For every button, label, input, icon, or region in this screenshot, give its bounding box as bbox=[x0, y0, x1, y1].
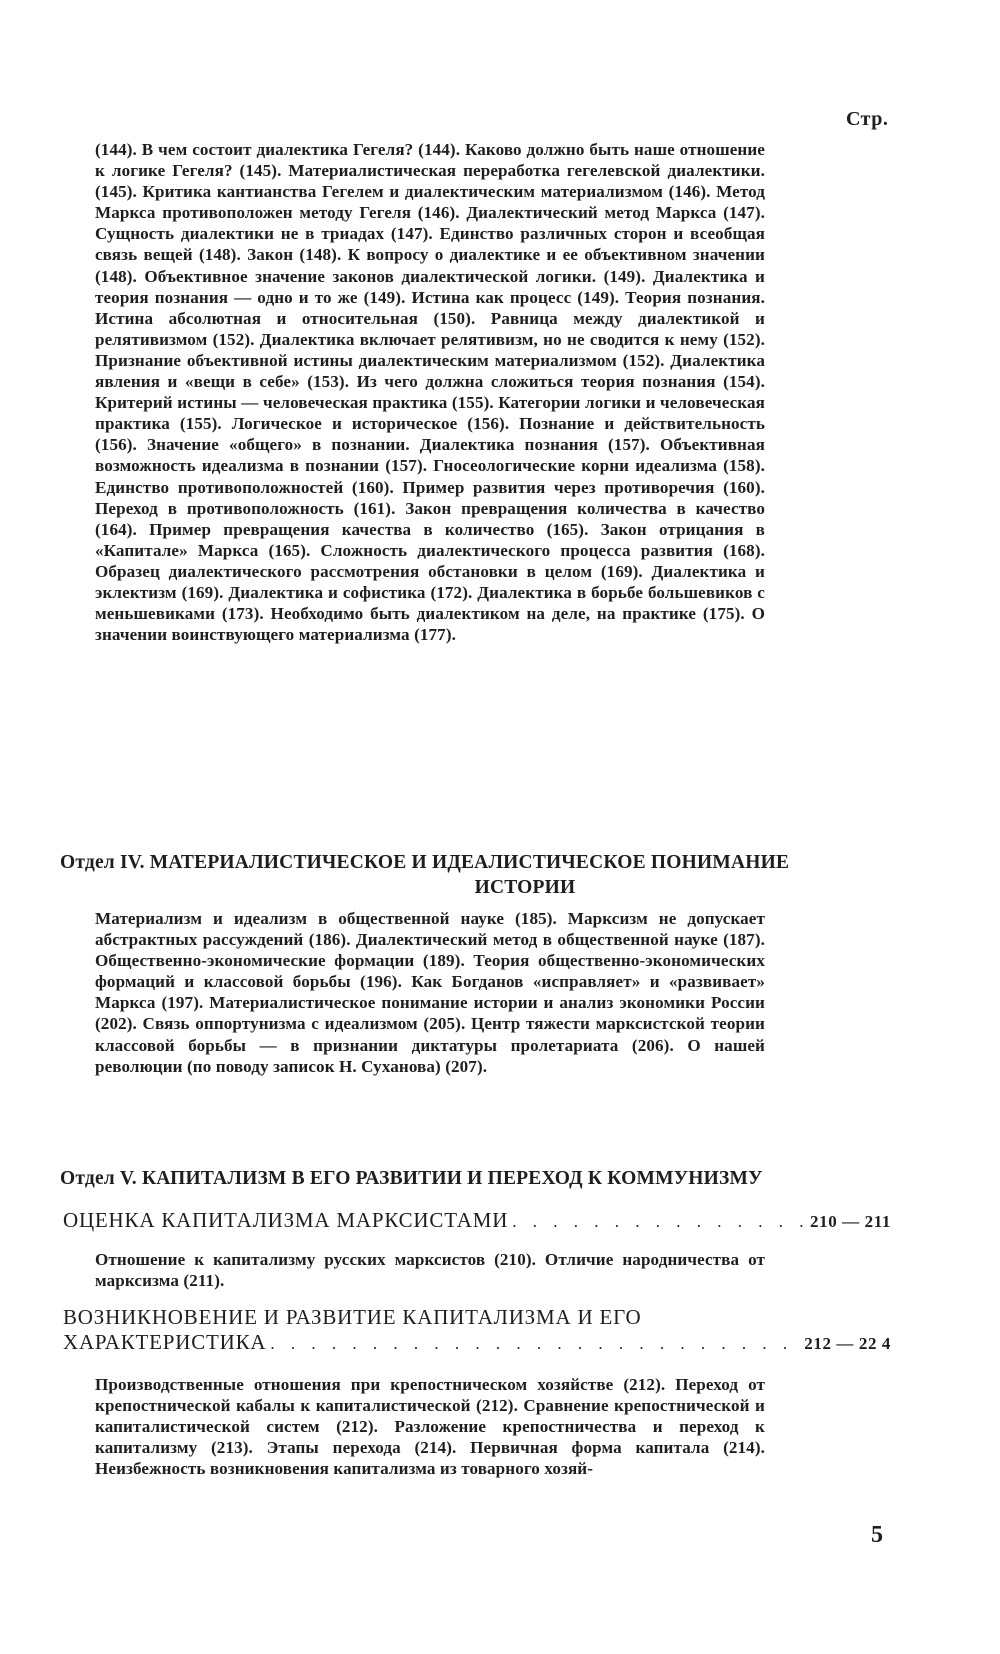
section-iv-title-line2: ИСТОРИИ bbox=[474, 877, 576, 898]
section-iv-title-line1: МАТЕРИАЛИСТИЧЕСКОЕ И ИДЕАЛИСТИЧЕСКОЕ ПОНИМАНИЕ bbox=[149, 852, 790, 873]
toc-entry-description: Отношение к капитализму русских марксистов (210). Отличие народничества от марксизма (211). bbox=[95, 1250, 765, 1291]
dot-leader bbox=[266, 1331, 804, 1356]
toc-entry-capitalism-assessment bbox=[63, 1208, 891, 1234]
section-iv-prefix: Отдел IV. bbox=[60, 852, 145, 873]
toc-entry-title: ОЦЕНКА КАПИТАЛИЗМА МАРКСИСТАМИ bbox=[63, 1208, 509, 1232]
continued-contents-paragraph: (144). В чем состоит диалектика Гегеля? (144). Каково должно быть наше отношение к логике Гегеля? (145). Материалистическая переработка гегелевской диалектики. (145). Критика кантианства Гегелем и диалектическим материализмом (146). Метод Маркса противоположен методу Гегеля (146). Диалектический метод Маркса (147). Сущность диалектики не в триадах (147). Единство различных сторон и всеобщая связь вещей (148). Закон (148). К вопросу о диалектике и ее объективном значении (148). Объективное значение законов диалектической логики. (149). Диалектика и теория познания — одно и то же (149). Истина как процесс (149). Теория познания. Истина абсолютная и относительная (150). Равница между диалектикой и релятивизмом (152). Диалектика включает релятивизм, но не сводится к нему (152). Признание объективной истины диалектическим материализмом (152). Диалектика явления и «вещи в себе» (153). Из чего должна сложиться теория познания (154). Критерий истины — человеческая практика (155). Категории логики и человеческая практика (155). Логическое и историческое (156). Познание и действительность (156). Значение «общего» в познании. Диалектика познания (157). Объективная возможность идеализма в познании (157). Гносеологические корни идеализма (158). Единство противоположностей (160). Пример развития через противоречия (160). Переход в противоположность (161). Закон превращения количества в качество (164). Пример превращения качества в количество (165). Закон отрицания в «Капитале» Маркса (165). Сложность диалектического процесса развития (168). Образец диалектического рассмотрения обстановки в целом (169). Диалектика и эклектизм (169). Диалектика и софистика (172). Диалектика в борьбе большевиков с меньшевиками (173). Необходимо быть диалектиком на деле, на практике (175). О значении воинствующего материализма (177). bbox=[95, 140, 765, 645]
page-column-label: Стр. bbox=[846, 108, 889, 130]
toc-entry-pages: 210 — 211 bbox=[810, 1212, 891, 1231]
toc-entry-description: Производственные отношения при крепостническом хозяйстве (212). Переход от крепостнической кабалы к капиталистической (212). Сравнение крепостнической и капиталистической систем (212). Разложение крепостничества и переход к капитализму (213). Этапы перехода (214). Первичная форма капитала (214). Неизбежность возникновения капитализма из товарного хозяй- bbox=[95, 1375, 765, 1479]
page-number: 5 bbox=[871, 1522, 883, 1548]
toc-entry-pages: 212 — 22 4 bbox=[804, 1334, 891, 1353]
section-v-title: КАПИТАЛИЗМ В ЕГО РАЗВИТИИ И ПЕРЕХОД К КОММУНИЗМУ bbox=[141, 1168, 763, 1189]
dot-leader bbox=[508, 1209, 810, 1234]
section-v-prefix: Отдел V. bbox=[60, 1168, 137, 1189]
toc-entry-title-line2: ХАРАКТЕРИСТИКА bbox=[63, 1330, 267, 1354]
section-iv-paragraph: Материализм и идеализм в общественной науке (185). Марксизм не допускает абстрактных рассуждений (186). Диалектический метод в общественной науке (187). Общественно-экономические формации (189). Теория общественно-экономических формаций и классовой борьбы (196). Как Богданов «исправляет» и «развивает» Маркса (197). Материалистическое понимание истории и анализ экономики России (202). Связь оппортунизма с идеализмом (205). Центр тяжести марксистской теории классовой борьбы — в признании диктатуры пролетариата (206). О нашей революции (по поводу записок Н. Суханова) (207). bbox=[95, 909, 765, 1076]
section-v-heading bbox=[60, 1166, 890, 1191]
section-iv-heading bbox=[60, 850, 890, 900]
toc-entry-capitalism-development bbox=[63, 1305, 891, 1356]
toc-entry-title: ВОЗНИКНОВЕНИЕ И РАЗВИТИЕ КАПИТАЛИЗМА И ЕГО bbox=[63, 1305, 642, 1329]
